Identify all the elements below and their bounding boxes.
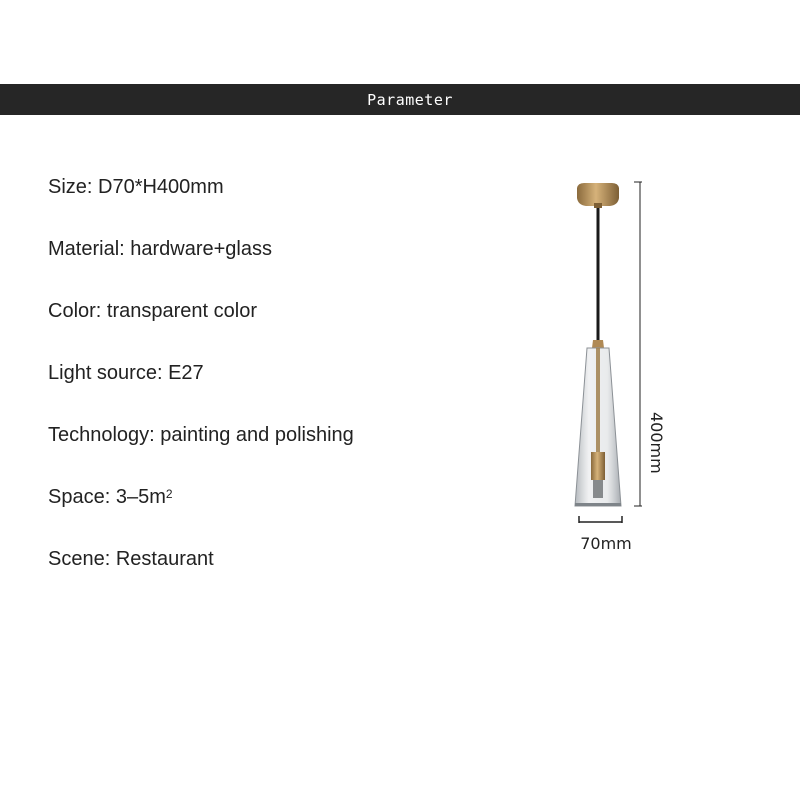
spec-size: Size: D70*H400mm <box>48 176 224 198</box>
spec-material: Material: hardware+glass <box>48 238 272 260</box>
width-dimension-label: 70mm <box>580 534 632 553</box>
ceiling-canopy <box>577 183 619 206</box>
spec-scene: Scene: Restaurant <box>48 548 214 570</box>
spec-space-text: Space: 3–5m <box>48 486 166 508</box>
parameter-title: Parameter <box>367 90 453 109</box>
lamp-illustration <box>560 170 680 570</box>
height-dimension-label: 400mm <box>647 412 666 474</box>
spec-list <box>48 170 498 604</box>
spec-color: Color: transparent color <box>48 300 257 322</box>
inner-rod <box>596 348 600 456</box>
parameter-header-bar <box>0 84 800 115</box>
pendant-lamp-image <box>560 170 680 570</box>
spec-technology: Technology: painting and polishing <box>48 424 354 446</box>
spec-light-source: Light source: E27 <box>48 362 204 384</box>
canopy-screw <box>594 203 602 208</box>
glass-top-cap <box>592 340 604 348</box>
spec-space-superscript: 2 <box>165 487 173 501</box>
pendant-cord <box>597 208 600 340</box>
lamp-holder <box>591 452 605 480</box>
spec-space <box>48 480 498 542</box>
